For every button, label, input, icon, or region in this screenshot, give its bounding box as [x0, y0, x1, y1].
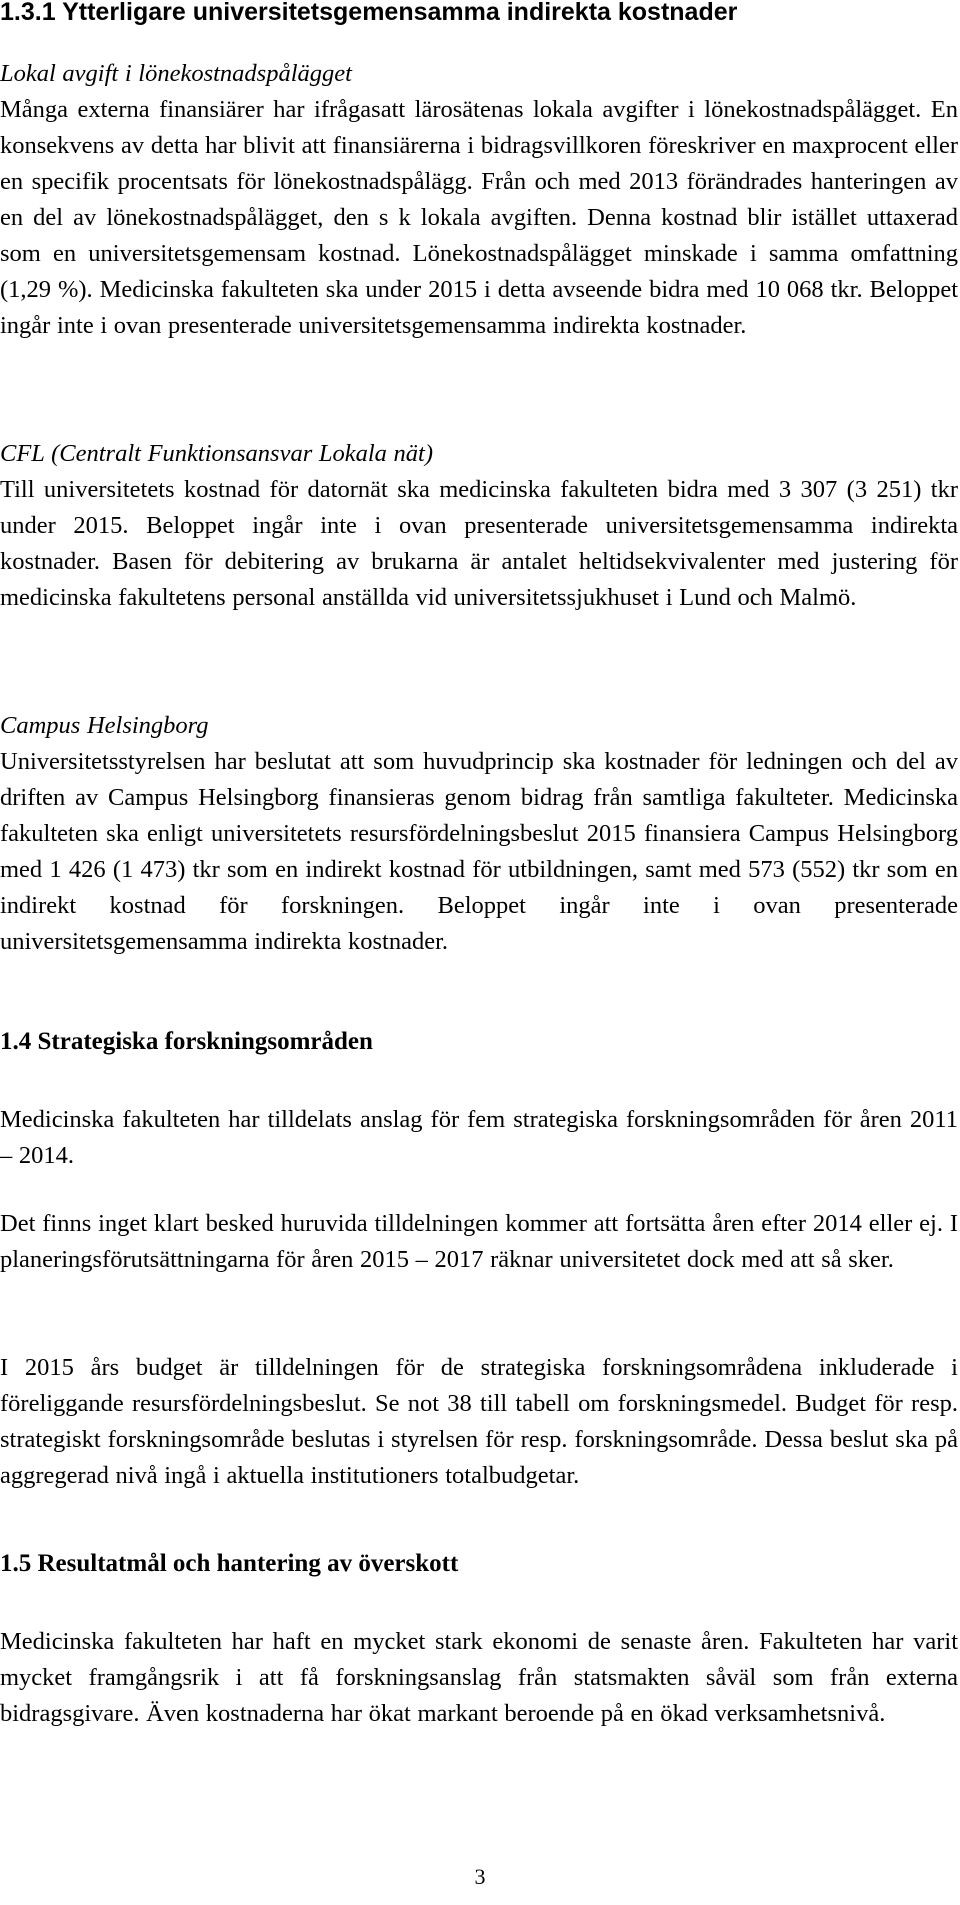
- section-heading-1-5: 1.5 Resultatmål och hantering av överskott: [0, 1550, 459, 1577]
- paragraph-text: Universitetsstyrelsen har beslutat att som huvudprincip ska kostnader för ledningen och del av driften av Campus Helsingborg finansieras genom bidrag från samtliga fakulteter. Medicinska fakulteten ska enligt universitetets resursfördelningsbeslut 2015 finansiera Campus Helsingborg med 1 426 (1 473) tkr som en indirekt kostnad för utbildningen, samt med 573 (552) tkr som en indirekt kostnad för forskningen. Beloppet ingår inte i ovan presenterade universitetsgemensamma indirekta kostnader.: [0, 748, 958, 955]
- paragraph-text: Många externa finansiärer har ifrågasatt lärosätenas lokala avgifter i lönekostnadspålägget. En konsekvens av detta har blivit att finansiärerna i bidragsvillkoren föreskriver en maxprocent eller en specifik procentsats för lönekostnadspålägg. Från och med 2013 förändrades hanteringen av en del av lönekostnadspålägget, den s k lokala avgiften. Denna kostnad blir istället uttaxerad som en universitetsgemensam kostnad. Lönekostnadspålägget minskade i samma omfattning (1,29 %). Medicinska fakulteten ska under 2015 i detta avseende bidra med 10 068 tkr. Beloppet ingår inte i ovan presenterade universitetsgemensamma indirekta kostnader.: [0, 96, 958, 339]
- paragraph-cfl: [0, 436, 958, 616]
- section-heading-1-3-1: 1.3.1 Ytterligare universitetsgemensamma indirekta kostnader: [0, 0, 738, 26]
- paragraph-strategiska-1: Medicinska fakulteten har tilldelats anslag för fem strategiska forskningsområden för åren 2011 – 2014.: [0, 1106, 958, 1169]
- subheading-lokal-avgift: Lokal avgift i lönekostnadspålägget: [0, 60, 352, 87]
- page-number: 3: [474, 1864, 486, 1889]
- paragraph-campus-helsingborg: [0, 708, 958, 960]
- paragraph-text: Till universitetets kostnad för datornät ska medicinska fakulteten bidra med 3 307 (3 251) tkr under 2015. Beloppet ingår inte i ovan presenterade universitetsgemensamma indirekta kostnader. Basen för debitering av brukarna är antalet heltidsekvivalenter med justering för medicinska fakultetens personal anställda vid universitetssjukhuset i Lund och Malmö.: [0, 476, 958, 611]
- subheading-cfl: CFL (Centralt Funktionsansvar Lokala nät): [0, 440, 434, 467]
- section-heading-1-4: 1.4 Strategiska forskningsområden: [0, 1028, 373, 1055]
- paragraph-resultatmal: Medicinska fakulteten har haft en mycket stark ekonomi de senaste åren. Fakulteten har varit mycket framgångsrik i att få forskningsanslag från statsmakten såväl som från externa bidragsgivare. Även kostnaderna har ökat markant beroende på en ökad verksamhetsnivå.: [0, 1628, 958, 1727]
- paragraph-lokal-avgift: [0, 56, 958, 344]
- subheading-campus-helsingborg: Campus Helsingborg: [0, 712, 209, 739]
- paragraph-strategiska-2: Det finns inget klart besked huruvida tilldelningen kommer att fortsätta åren efter 2014 eller ej. I planeringsförutsättningarna för åren 2015 – 2017 räknar universitetet dock med att så sker.: [0, 1210, 958, 1273]
- paragraph-strategiska-3: I 2015 års budget är tilldelningen för de strategiska forskningsområdena inkluderade i föreliggande resursfördelningsbeslut. Se not 38 till tabell om forskningsmedel. Budget för resp. strategiskt forskningsområde beslutas i styrelsen för resp. forskningsområde. Dessa beslut ska på aggregerad nivå ingå i aktuella institutioners totalbudgetar.: [0, 1354, 958, 1489]
